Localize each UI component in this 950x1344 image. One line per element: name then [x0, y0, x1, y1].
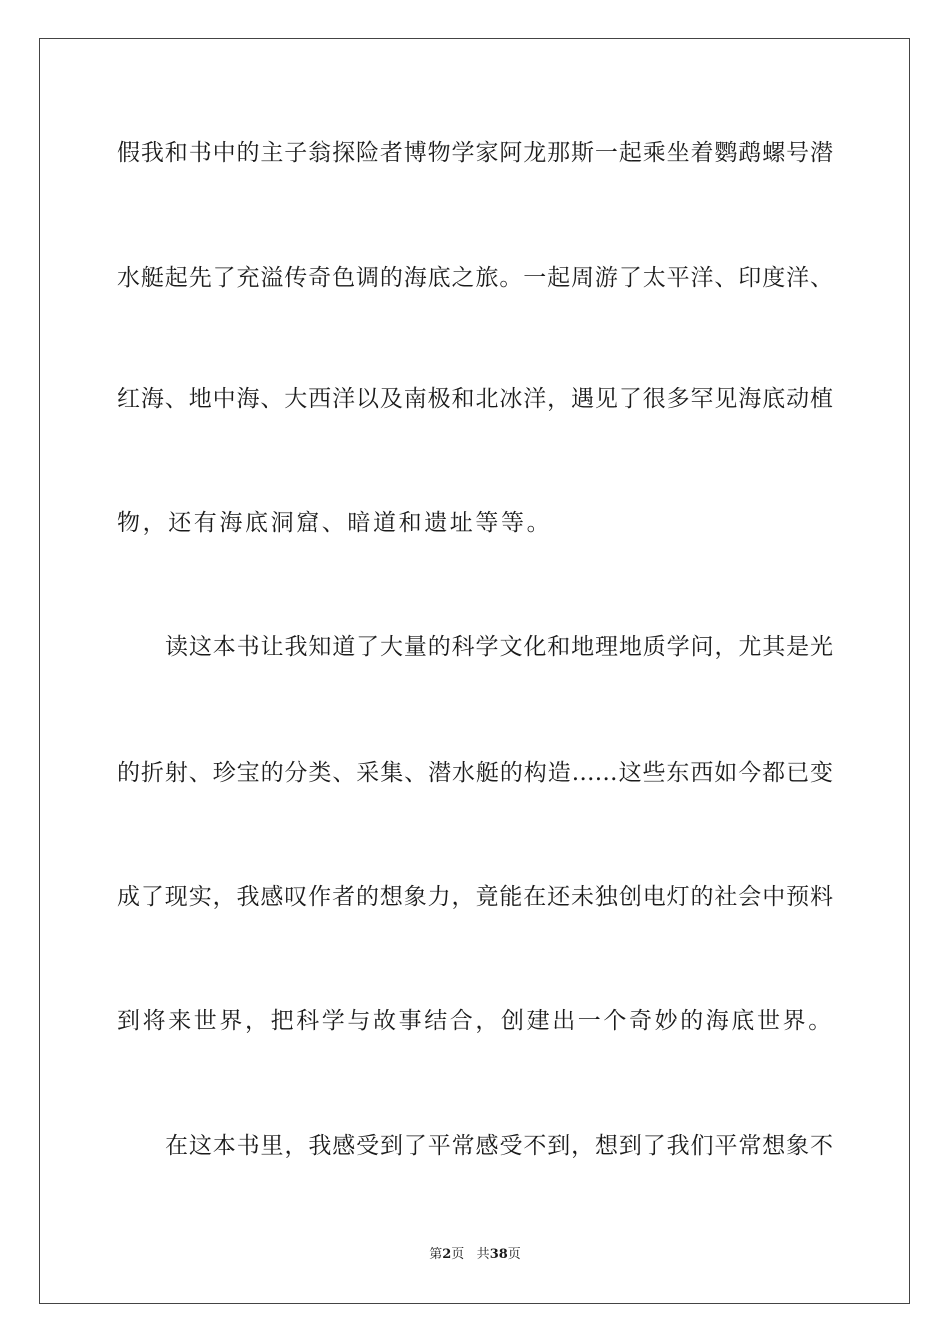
text-line-1: 假我和书中的主子翁探险者博物学家阿龙那斯一起乘坐着鹦鹉螺号潜	[117, 140, 833, 166]
footer-page-number: 2	[442, 1247, 452, 1262]
text-line-6: 的折射、珍宝的分类、采集、潜水艇的构造……这些东西如今都已变	[117, 760, 833, 786]
text-line-4: 物，还有海底洞窟、暗道和遗址等等。	[117, 510, 553, 536]
page-footer	[0, 1246, 950, 1264]
text-line-3: 红海、地中海、大西洋以及南极和北冰洋，遇见了很多罕见海底动植	[117, 386, 833, 412]
text-line-5: 读这本书让我知道了大量的科学文化和地理地质学问，尤其是光	[165, 634, 833, 660]
text-line-2: 水艇起先了充溢传奇色调的海底之旅。一起周游了太平洋、印度洋、	[117, 265, 833, 291]
footer-total-pages: 38	[489, 1247, 508, 1262]
footer-page-prefix: 第	[429, 1247, 443, 1262]
text-line-8: 到将来世界，把科学与故事结合，创建出一个奇妙的海底世界。	[117, 1008, 834, 1034]
footer-page-suffix: 页	[451, 1247, 465, 1262]
footer-total-suffix: 页	[507, 1247, 521, 1262]
page-border	[39, 38, 910, 1304]
footer-total-prefix: 共	[476, 1247, 490, 1262]
text-line-7: 成了现实，我感叹作者的想象力，竟能在还未独创电灯的社会中预料	[117, 884, 833, 910]
text-line-9: 在这本书里，我感受到了平常感受不到，想到了我们平常想象不	[165, 1133, 833, 1159]
